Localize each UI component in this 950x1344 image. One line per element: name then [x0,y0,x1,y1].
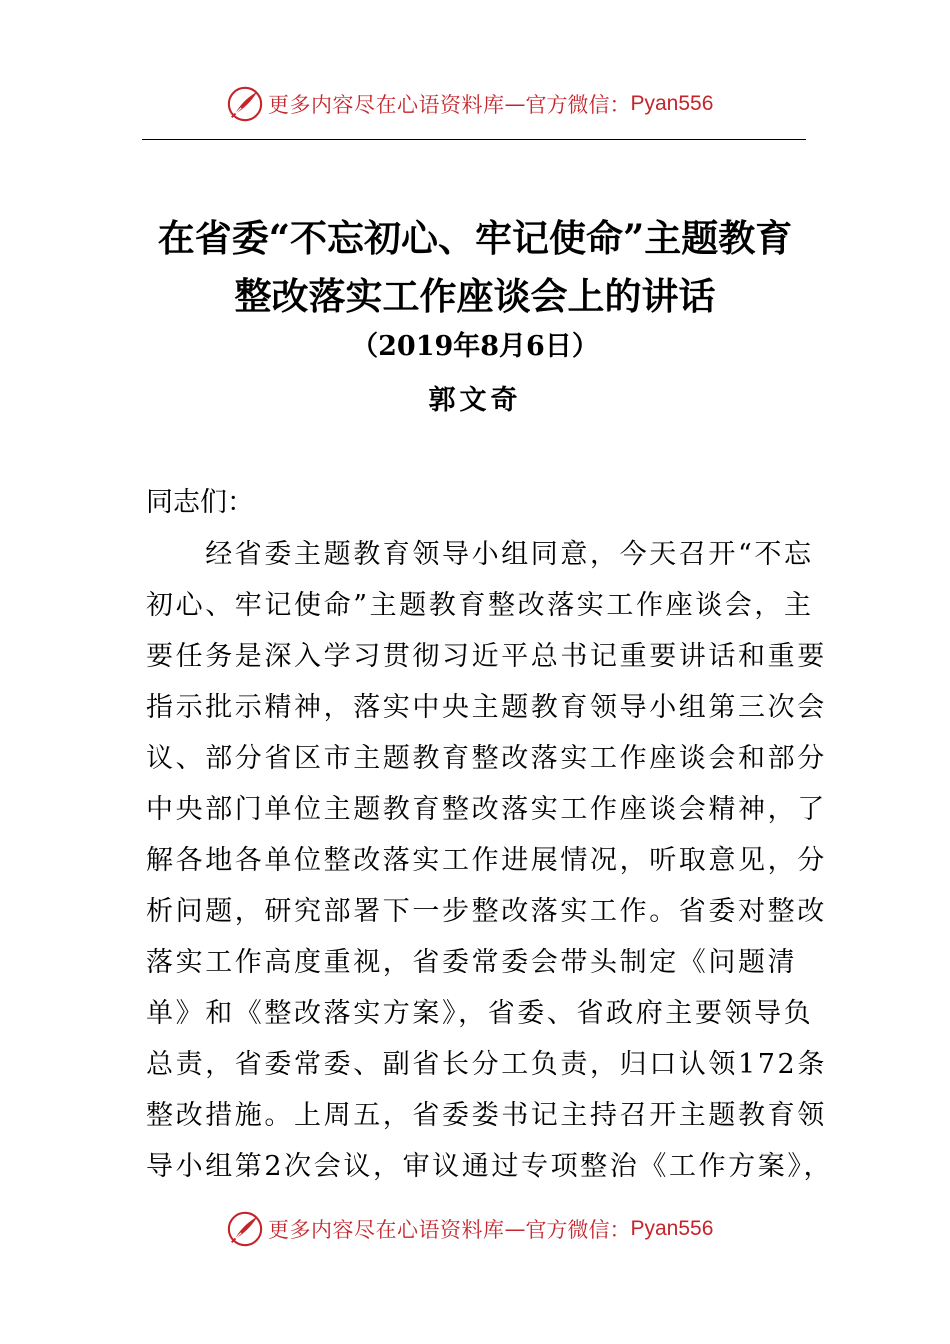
header-divider [142,139,806,140]
watermark-text: 更多内容尽在心语资料库 [268,1218,505,1242]
body-line: 中央部门单位主题教育整改落实工作座谈会精神，了 [146,794,827,825]
body-line: 单》和《整改落实方案》，省委、省政府主要领导负 [146,998,814,1029]
document-title-line-1: 在省委“不忘初心、牢记使命”主题教育 [157,216,793,260]
salutation: 同志们： [146,487,254,518]
watermark-wechat-label: 官方微信： [525,1218,631,1242]
watermark-separator: — [504,1217,526,1241]
body-line: 总责，省委常委、副省长分工负责，归口认领172条 [146,1049,827,1080]
document-author: 郭文奇 [428,385,522,416]
watermark-wechat-label: 官方微信： [525,93,631,117]
watermark-banner-bottom [226,1209,713,1249]
body-line: 落实工作高度重视，省委常委会带头制定《问题清 [146,947,798,978]
quill-logo-icon [226,85,264,123]
body-line: 析问题，研究部署下一步整改落实工作。省委对整改 [146,896,827,927]
body-line: 初心、牢记使命”主题教育整改落实工作座谈会，主 [146,590,814,621]
watermark-separator: — [504,92,526,116]
body-line: 议、部分省区市主题教育整改落实工作座谈会和部分 [146,743,827,774]
watermark-account: Pyan556 [630,1217,714,1240]
body-line: 导小组第2次会议，审议通过专项整治《工作方案》， [146,1151,834,1182]
document-title-line-2: 整改落实工作座谈会上的讲话 [234,274,716,318]
watermark-account: Pyan556 [630,92,714,115]
document-date: （2019年8月6日） [351,331,599,362]
body-line: 指示批示精神，落实中央主题教育领导小组第三次会 [146,692,827,723]
body-line: 经省委主题教育领导小组同意，今天召开“不忘 [146,539,814,570]
body-line: 解各地各单位整改落实工作进展情况，听取意见，分 [146,845,827,876]
watermark-banner-top [226,84,713,124]
body-line: 要任务是深入学习贯彻习近平总书记重要讲话和重要 [146,641,827,672]
quill-logo-icon [226,1210,264,1248]
watermark-text: 更多内容尽在心语资料库 [268,93,505,117]
body-line: 整改措施。上周五，省委娄书记主持召开主题教育领 [146,1100,827,1131]
